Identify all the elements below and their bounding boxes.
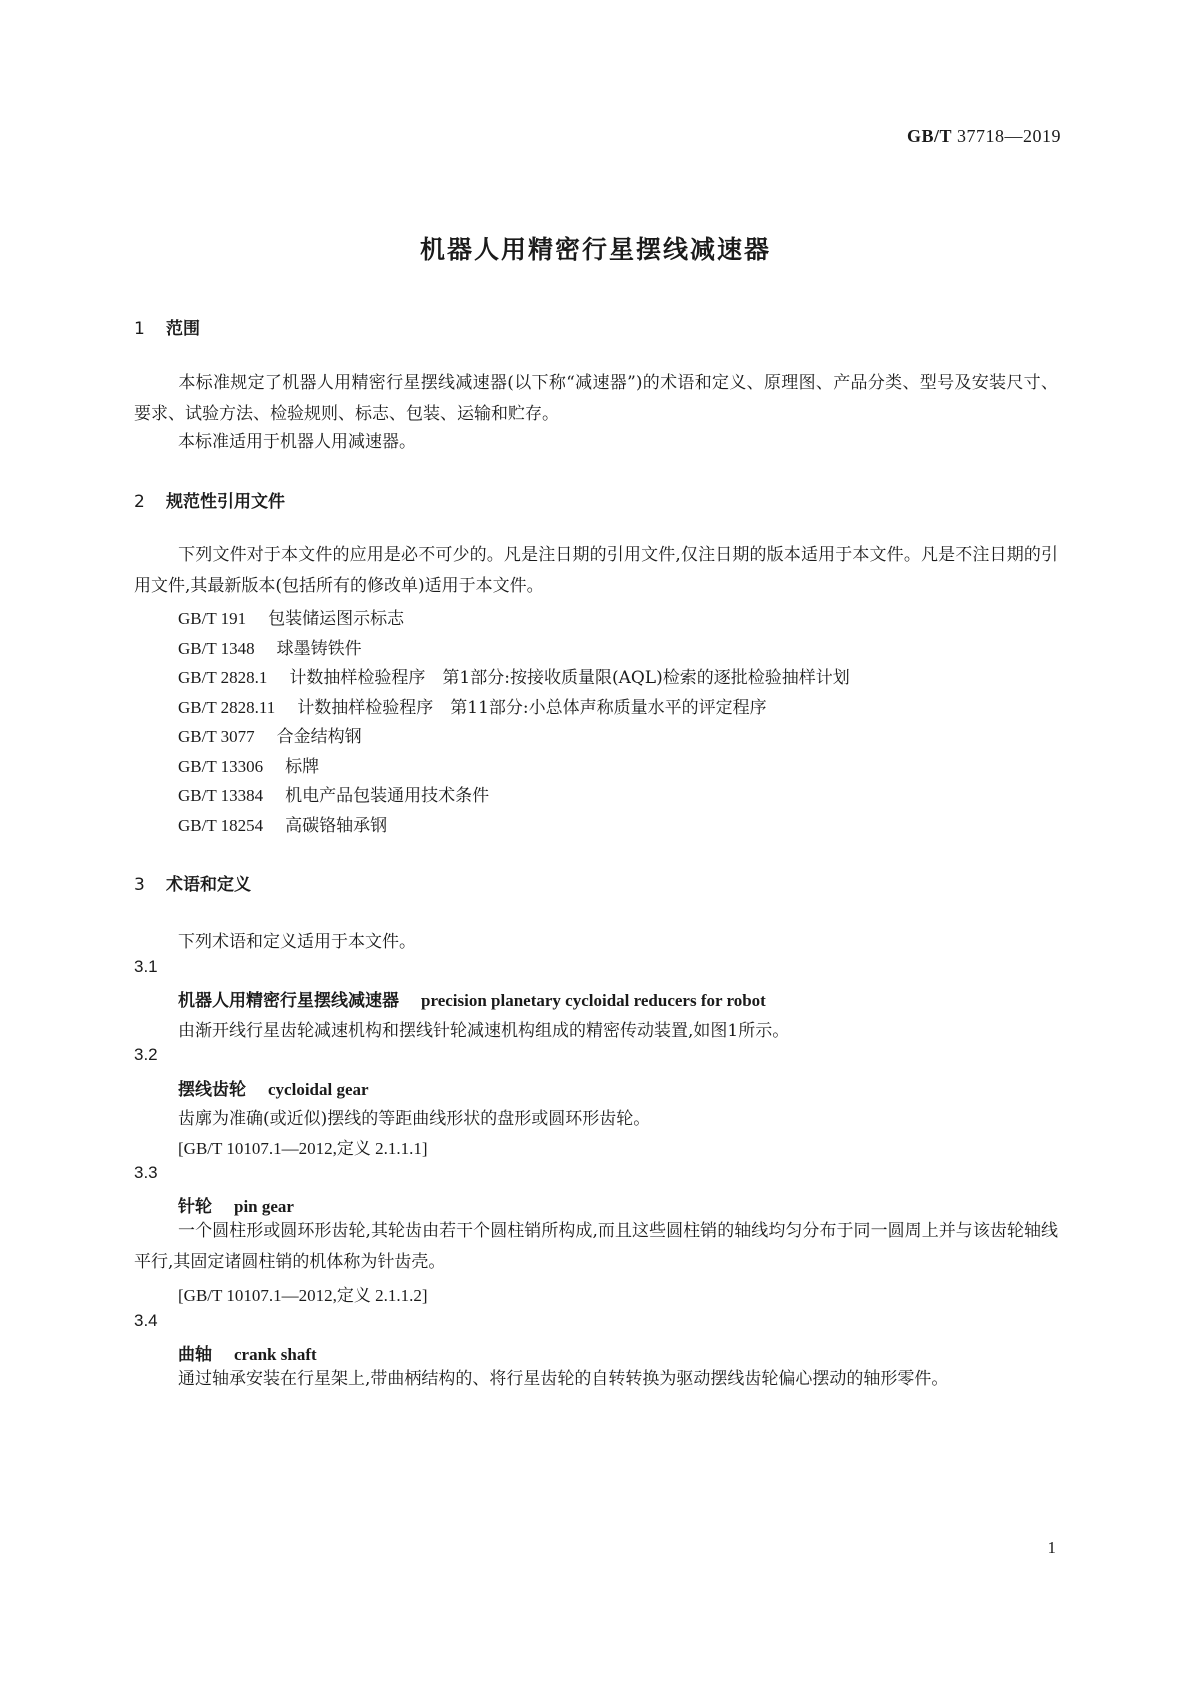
reference-code: GB/T 2828.11: [178, 698, 276, 717]
reference-title: 球墨铸铁件: [276, 639, 362, 659]
section-3-heading: [134, 870, 251, 895]
reference-title: 包装储运图示标志: [268, 609, 405, 629]
section-title: 规范性引用文件: [166, 492, 285, 512]
reference-title: 标牌: [285, 757, 320, 777]
reference-title: 计数抽样检验程序 第1部分:按接收质量限(AQL)检索的逐批检验抽样计划: [289, 668, 850, 688]
reference-item: [178, 604, 404, 629]
section-number: 1: [134, 319, 145, 339]
term-chinese: 摆线齿轮: [178, 1080, 246, 1100]
section-title: 术语和定义: [166, 875, 251, 895]
term-chinese: 机器人用精密行星摆线减速器: [178, 991, 399, 1011]
standard-number: [907, 126, 1061, 147]
reference-code: GB/T 3077: [178, 727, 255, 746]
term-heading: [178, 1075, 369, 1100]
section-number: 2: [134, 492, 145, 512]
term-number: 3.3: [134, 1163, 158, 1182]
term-english: pin gear: [234, 1197, 294, 1216]
standard-prefix: GB/T: [906, 126, 952, 146]
reference-code: GB/T 1348: [178, 639, 255, 658]
term-english: cycloidal gear: [268, 1080, 369, 1099]
section-2-intro: 下列文件对于本文件的应用是必不可少的。凡是注日期的引用文件,仅注日期的版本适用于本文件。凡是不注日期的引用文件,其最新版本(包括所有的修改单)适用于本文件。: [134, 545, 1058, 596]
reference-code: GB/T 18254: [178, 816, 264, 835]
section-1-paragraph-1: 本标准规定了机器人用精密行星摆线减速器(以下称“减速器”)的术语和定义、原理图、产品分类、型号及安装尺寸、要求、试验方法、检验规则、标志、包装、运输和贮存。: [134, 373, 1058, 424]
section-3-intro: 下列术语和定义适用于本文件。: [178, 932, 416, 952]
reference-code: GB/T 191: [178, 609, 247, 628]
reference-item: [178, 663, 850, 688]
term-number: 3.4: [134, 1311, 158, 1330]
term-definition: 齿廓为准确(或近似)摆线的等距曲线形状的盘形或圆环形齿轮。: [178, 1109, 651, 1129]
standard-code: 37718—2019: [957, 126, 1061, 146]
reference-code: GB/T 13384: [178, 786, 264, 805]
term-english: crank shaft: [234, 1345, 317, 1364]
term-number: 3.2: [134, 1045, 158, 1064]
section-1-heading: [134, 314, 200, 339]
term-english: precision planetary cycloidal reducers for robot: [421, 991, 766, 1010]
reference-item: [178, 781, 489, 806]
section-title: 范围: [166, 319, 200, 339]
reference-title: 计数抽样检验程序 第11部分:小总体声称质量水平的评定程序: [297, 698, 767, 718]
term-heading: [178, 1192, 294, 1217]
section-2-heading: [134, 487, 285, 512]
reference-item: [178, 752, 319, 777]
term-definition: 通过轴承安装在行星架上,带曲柄结构的、将行星齿轮的自转转换为驱动摆线齿轮偏心摆动的轴形零件。: [178, 1369, 949, 1389]
term-number: 3.1: [134, 957, 158, 976]
term-definition: 由渐开线行星齿轮减速机构和摆线针轮减速机构组成的精密传动装置,如图1所示。: [178, 1021, 790, 1041]
term-source: [GB/T 10107.1—2012,定义 2.1.1.1]: [178, 1139, 428, 1158]
reference-item: [178, 634, 362, 659]
term-chinese: 曲轴: [178, 1345, 212, 1365]
section-1-paragraph-2: 本标准适用于机器人用减速器。: [178, 432, 416, 452]
term-source: [GB/T 10107.1—2012,定义 2.1.1.2]: [178, 1286, 428, 1305]
page-number: 1: [1047, 1538, 1056, 1557]
reference-title: 合金结构钢: [276, 727, 362, 747]
reference-item: [178, 811, 387, 836]
term-definition: 一个圆柱形或圆环形齿轮,其轮齿由若干个圆柱销所构成,而且这些圆柱销的轴线均匀分布于同一圆周上并与该齿轮轴线平行,其固定诸圆柱销的机体称为针齿壳。: [134, 1221, 1058, 1272]
reference-item: [178, 722, 362, 747]
reference-item: [178, 693, 767, 718]
reference-title: 机电产品包装通用技术条件: [285, 786, 490, 806]
reference-code: GB/T 13306: [178, 757, 264, 776]
reference-title: 高碳铬轴承钢: [285, 816, 388, 836]
section-number: 3: [134, 875, 145, 895]
reference-code: GB/T 2828.1: [178, 668, 268, 687]
term-heading: [178, 986, 766, 1011]
term-heading: [178, 1340, 317, 1365]
term-chinese: 针轮: [178, 1197, 212, 1217]
document-title: 机器人用精密行星摆线减速器: [419, 235, 771, 264]
